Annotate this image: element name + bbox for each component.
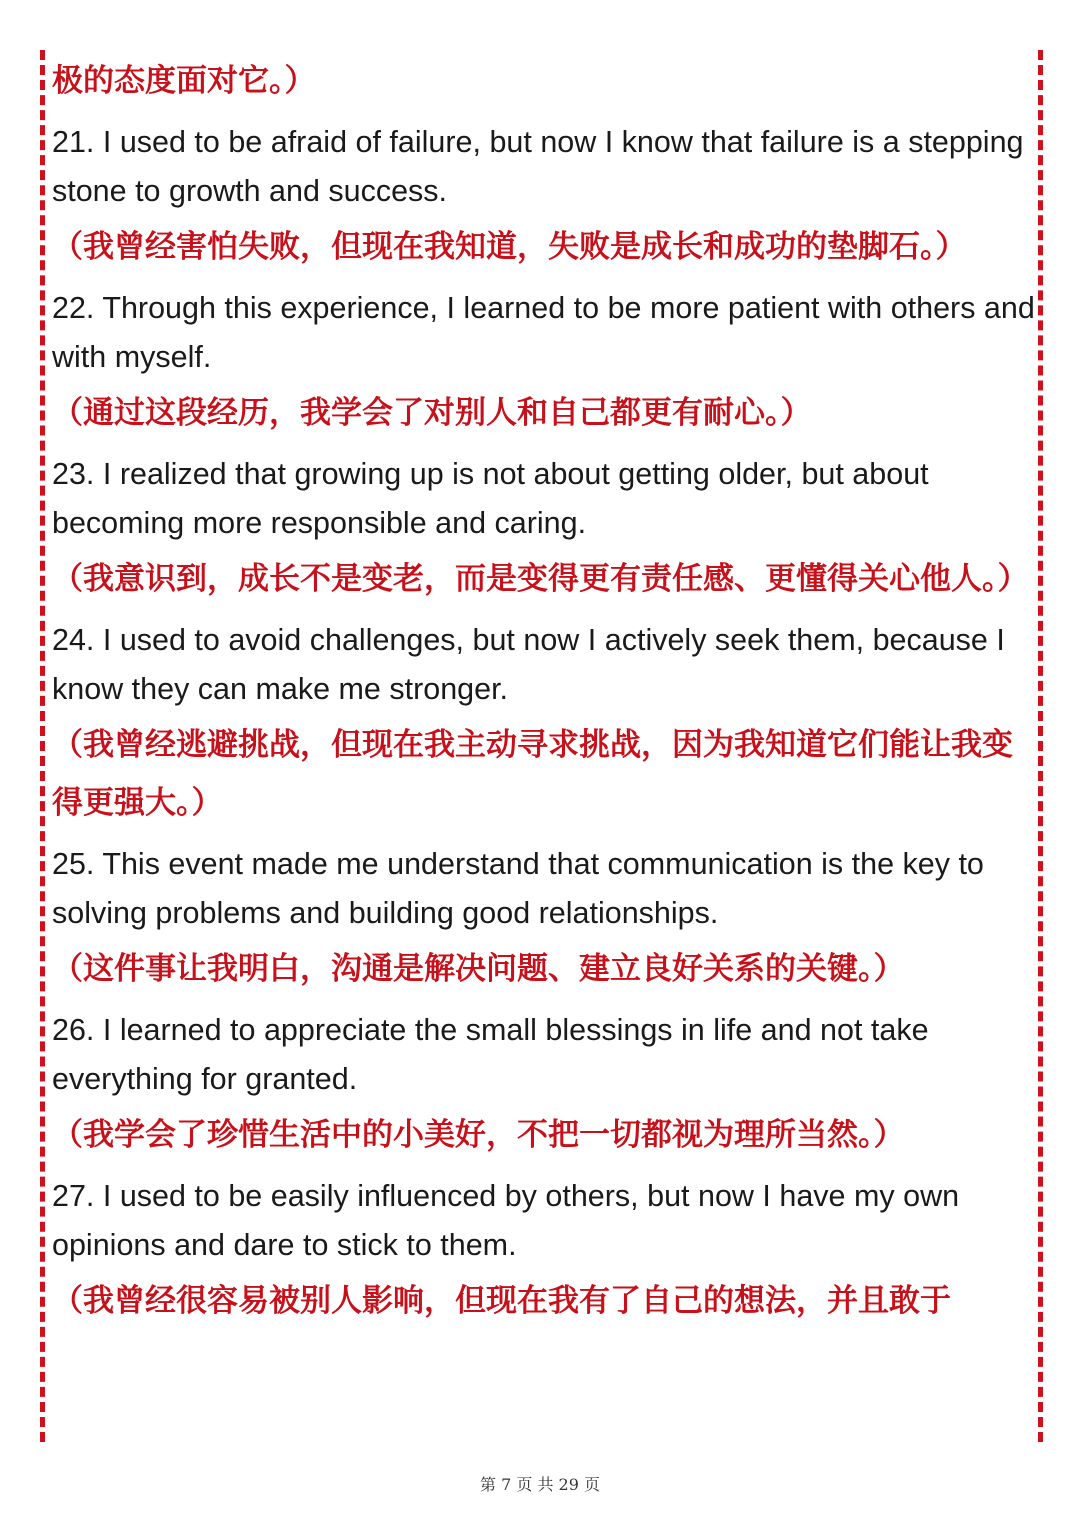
entry-24 [52, 616, 1037, 832]
entry-25 [52, 840, 1037, 998]
entry-22 [52, 284, 1037, 442]
entry-21 [52, 118, 1037, 276]
entry-chinese: （我曾经很容易被别人影响，但现在我有了自己的想法，并且敢于 [52, 1283, 951, 1319]
page-content [52, 52, 1037, 1330]
entry-english: 26. I learned to appreciate the small blessings in life and not take everything for granted. [52, 1013, 929, 1096]
entry-english: 22. Through this experience, I learned to be more patient with others and with myself. [52, 291, 1035, 374]
entry-chinese: （通过这段经历，我学会了对别人和自己都更有耐心。） [52, 395, 812, 431]
entry-english: 21. I used to be afraid of failure, but now I know that failure is a stepping stone to growth and success. [52, 125, 1024, 208]
entry-chinese: （我曾经逃避挑战，但现在我主动寻求挑战，因为我知道它们能让我变得更强大。） [52, 727, 1013, 821]
entry-english: 25. This event made me understand that communication is the key to solving problems and building good relationships. [52, 847, 984, 930]
entry-english: 24. I used to avoid challenges, but now I actively seek them, because I know they can make me stronger. [52, 623, 1005, 706]
entry-26 [52, 1006, 1037, 1164]
entry-english: 27. I used to be easily influenced by others, but now I have my own opinions and dare to stick to them. [52, 1179, 960, 1262]
entry-chinese: （我曾经害怕失败，但现在我知道，失败是成长和成功的垫脚石。） [52, 229, 967, 265]
entry-27 [52, 1172, 1037, 1330]
entry-chinese: （这件事让我明白，沟通是解决问题、建立良好关系的关键。） [52, 951, 905, 987]
entry-chinese: （我意识到，成长不是变老，而是变得更有责任感、更懂得关心他人。） [52, 561, 1029, 597]
entry-chinese: （我学会了珍惜生活中的小美好，不把一切都视为理所当然。） [52, 1117, 905, 1153]
entry-english: 23. I realized that growing up is not about getting older, but about becoming more responsible and caring. [52, 457, 929, 540]
lead-chinese-line: 极的态度面对它。） [52, 63, 316, 99]
entry-23 [52, 450, 1037, 608]
page-number-footer: 第 7 页 共 29 页 [480, 1475, 600, 1494]
